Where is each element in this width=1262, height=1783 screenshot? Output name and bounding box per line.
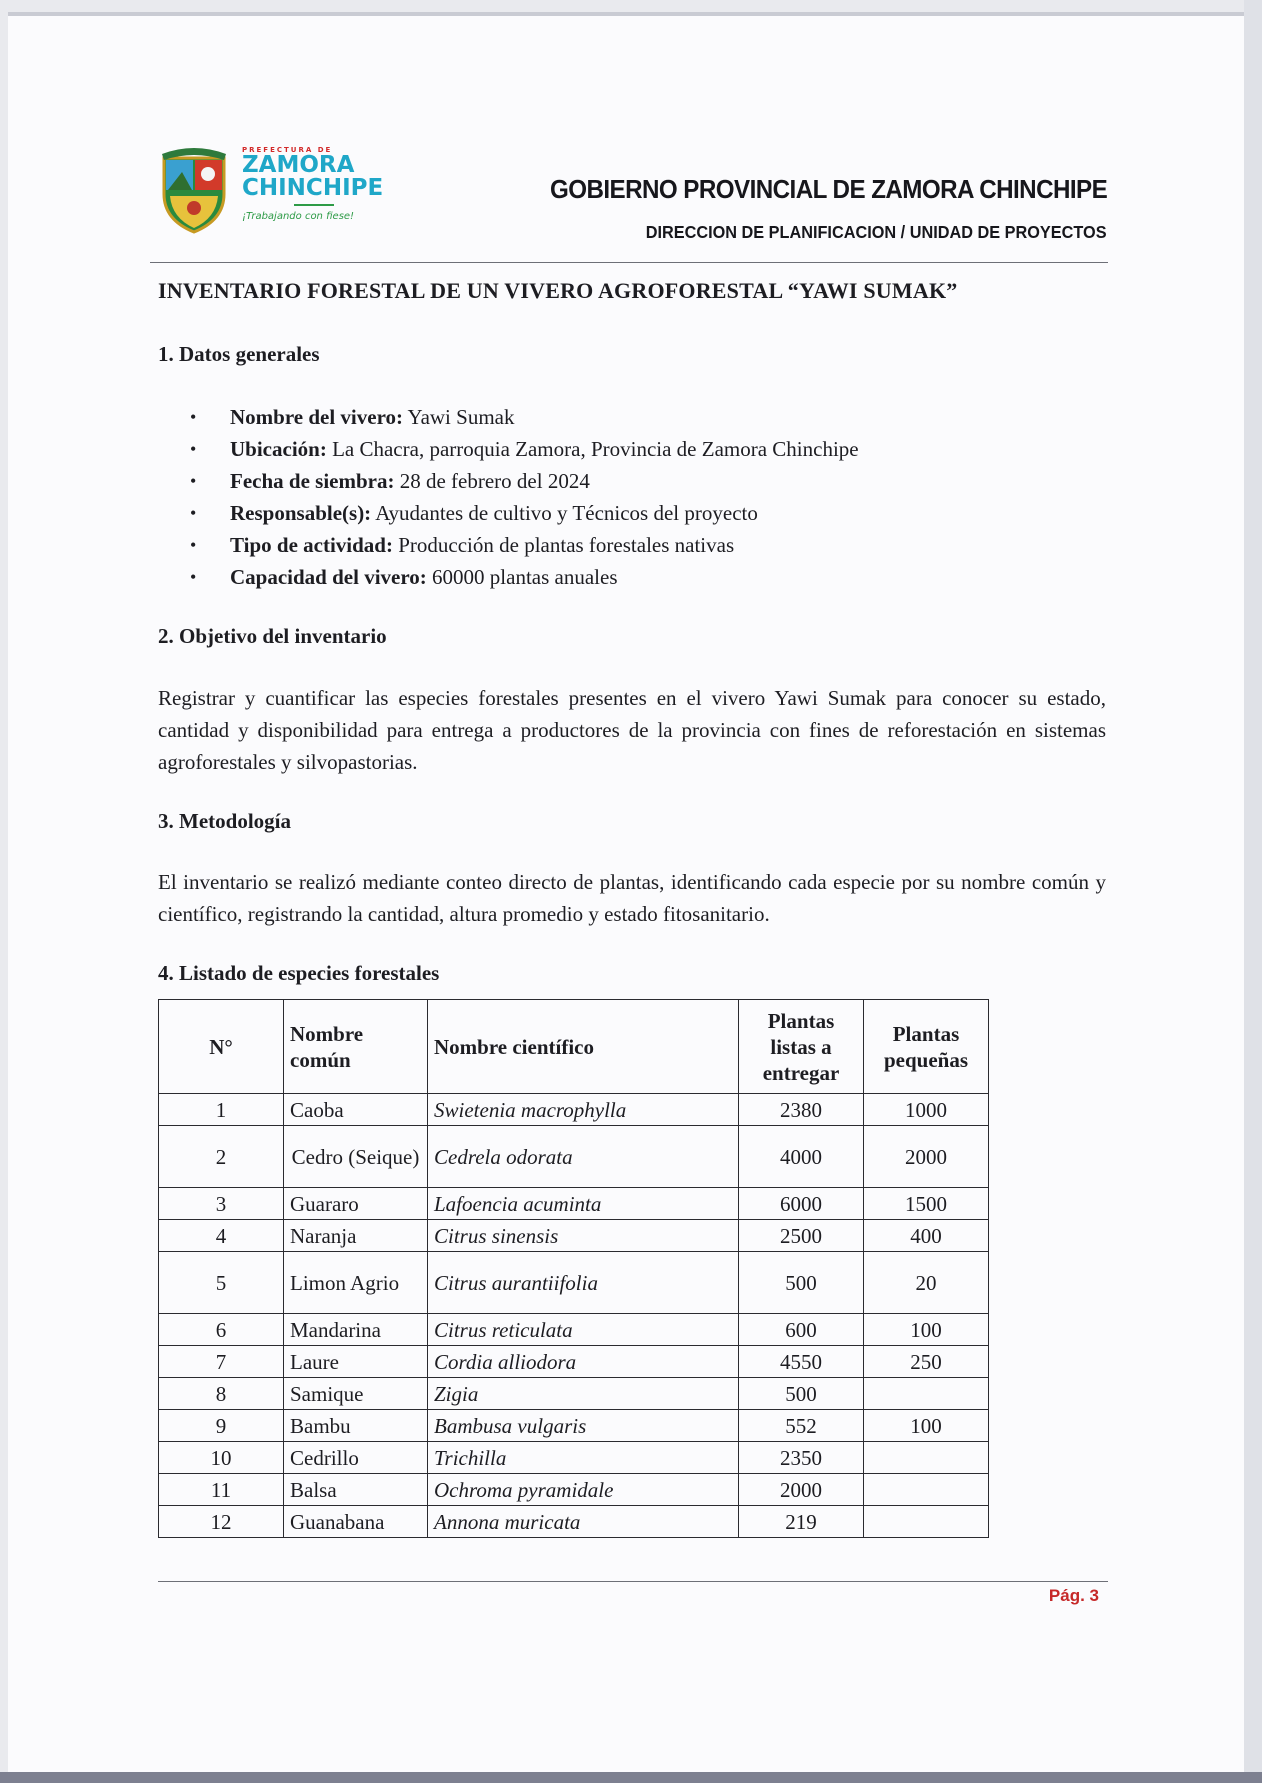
table-row: [159, 1220, 989, 1252]
cell-common-name: Limon Agrio: [284, 1252, 428, 1314]
list-item: [190, 465, 859, 497]
cell-ready: 2000: [739, 1474, 864, 1506]
table-row: [159, 1094, 989, 1126]
logo-wordmark: [242, 146, 383, 222]
cell-small: 20: [864, 1252, 989, 1314]
cell-small: 250: [864, 1346, 989, 1378]
cell-small: 100: [864, 1314, 989, 1346]
coat-of-arms-icon: [158, 144, 230, 234]
item-value: 60000 plantas anuales: [426, 565, 618, 589]
column-header-number: N°: [159, 1000, 284, 1094]
cell-small: 1000: [864, 1094, 989, 1126]
logo-prefix: PREFECTURA DE: [242, 146, 333, 154]
cell-scientific-name: Ochroma pyramidale: [428, 1474, 739, 1506]
cell-ready: 500: [739, 1252, 864, 1314]
cell-number: 5: [159, 1252, 284, 1314]
column-header-ready-plants: Plantas listas a entregar: [739, 1000, 864, 1094]
cell-small: 2000: [864, 1126, 989, 1188]
table-row: [159, 1346, 989, 1378]
cell-number: 11: [159, 1474, 284, 1506]
cell-common-name: Naranja: [284, 1220, 428, 1252]
objective-paragraph: Registrar y cuantificar las especies forestales presentes en el vivero Yawi Sumak para conocer su estado, cantidad y disponibilidad para entrega a productores de la provincia con fines de reforestación en sistemas agroforestales y silvopastorias.: [158, 686, 1106, 774]
cell-common-name: Guararo: [284, 1188, 428, 1220]
cell-number: 1: [159, 1094, 284, 1126]
general-data-list: [190, 401, 859, 593]
document-title: INVENTARIO FORESTAL DE UN VIVERO AGROFORESTAL “YAWI SUMAK”: [158, 278, 958, 303]
cell-small: 400: [864, 1220, 989, 1252]
table-row: [159, 1442, 989, 1474]
item-label: Nombre del vivero:: [230, 405, 404, 429]
table-header-row: [159, 1000, 989, 1094]
cell-small: [864, 1506, 989, 1538]
table-row: [159, 1252, 989, 1314]
cell-ready: 4000: [739, 1126, 864, 1188]
table-row: [159, 1188, 989, 1220]
footer-divider: [158, 1581, 1108, 1582]
logo-line-1: ZAMORA: [242, 152, 355, 178]
section-3-heading: 3. Metodología: [158, 809, 291, 833]
cell-ready: 500: [739, 1378, 864, 1410]
cell-number: 4: [159, 1220, 284, 1252]
cell-scientific-name: Zigia: [428, 1378, 739, 1410]
cell-number: 7: [159, 1346, 284, 1378]
table-row: [159, 1378, 989, 1410]
cell-small: 1500: [864, 1188, 989, 1220]
item-label: Ubicación:: [230, 437, 327, 461]
header-divider: [150, 262, 1108, 263]
cell-common-name: Cedrillo: [284, 1442, 428, 1474]
cell-scientific-name: Cordia alliodora: [428, 1346, 739, 1378]
table-row: [159, 1126, 989, 1188]
cell-common-name: Samique: [284, 1378, 428, 1410]
column-header-small-plants: Plantas pequeñas: [864, 1000, 989, 1094]
column-header-scientific-name: Nombre científico: [428, 1000, 739, 1094]
cell-number: 8: [159, 1378, 284, 1410]
cell-scientific-name: Lafoencia acuminta: [428, 1188, 739, 1220]
cell-small: [864, 1474, 989, 1506]
government-title: GOBIERNO PROVINCIAL DE ZAMORA CHINCHIPE: [549, 174, 1107, 204]
cell-small: [864, 1378, 989, 1410]
cell-number: 9: [159, 1410, 284, 1442]
cell-number: 3: [159, 1188, 284, 1220]
scan-edge-bottom: [0, 1772, 1262, 1783]
table-row: [159, 1474, 989, 1506]
table-row: [159, 1506, 989, 1538]
item-label: Capacidad del vivero:: [230, 565, 427, 589]
logo-divider: [294, 204, 334, 206]
cell-scientific-name: Citrus aurantiifolia: [428, 1252, 739, 1314]
cell-ready: 2380: [739, 1094, 864, 1126]
cell-ready: 552: [739, 1410, 864, 1442]
item-value: 28 de febrero del 2024: [394, 469, 590, 493]
item-label: Fecha de siembra:: [230, 469, 395, 493]
section-2-heading: 2. Objetivo del inventario: [158, 624, 387, 648]
scan-edge-right: [1244, 0, 1262, 1783]
item-value: Producción de plantas forestales nativas: [392, 533, 735, 557]
cell-common-name: Caoba: [284, 1094, 428, 1126]
list-item: [190, 433, 859, 465]
department-subtitle: DIRECCION DE PLANIFICACION / UNIDAD DE PROYECTOS: [646, 222, 1107, 242]
cell-common-name: Mandarina: [284, 1314, 428, 1346]
page-number: Pág. 3: [1048, 1586, 1099, 1605]
cell-number: 6: [159, 1314, 284, 1346]
item-label: Responsable(s):: [230, 501, 372, 525]
section-1-heading: 1. Datos generales: [158, 342, 320, 366]
cell-scientific-name: Cedrela odorata: [428, 1126, 739, 1188]
list-item: [190, 497, 859, 529]
item-value: Ayudantes de cultivo y Técnicos del proyecto: [371, 501, 758, 525]
logo-line-2: CHINCHIPE: [242, 175, 384, 201]
cell-common-name: Bambu: [284, 1410, 428, 1442]
item-value: Yawi Sumak: [403, 405, 515, 429]
cell-ready: 2350: [739, 1442, 864, 1474]
cell-scientific-name: Annona muricata: [428, 1506, 739, 1538]
cell-small: 100: [864, 1410, 989, 1442]
section-4-heading: 4. Listado de especies forestales: [158, 961, 440, 985]
cell-common-name: Balsa: [284, 1474, 428, 1506]
prefectura-logo: [158, 136, 388, 246]
document-page: [8, 12, 1244, 1776]
cell-common-name: Laure: [284, 1346, 428, 1378]
species-table: [158, 999, 989, 1538]
cell-ready: 600: [739, 1314, 864, 1346]
cell-scientific-name: Swietenia macrophylla: [428, 1094, 739, 1126]
cell-scientific-name: Trichilla: [428, 1442, 739, 1474]
cell-number: 12: [159, 1506, 284, 1538]
table-row: [159, 1410, 989, 1442]
table-row: [159, 1314, 989, 1346]
list-item: [190, 561, 859, 593]
methodology-paragraph: El inventario se realizó mediante conteo directo de plantas, identificando cada especie por su nombre común y científico, registrando la cantidad, altura promedio y estado fitosanitario.: [158, 870, 1106, 926]
list-item: [190, 401, 859, 433]
cell-ready: 4550: [739, 1346, 864, 1378]
cell-ready: 6000: [739, 1188, 864, 1220]
cell-scientific-name: Bambusa vulgaris: [428, 1410, 739, 1442]
cell-small: [864, 1442, 989, 1474]
list-item: [190, 529, 859, 561]
cell-common-name: Cedro (Seique): [284, 1126, 428, 1188]
cell-number: 10: [159, 1442, 284, 1474]
cell-ready: 219: [739, 1506, 864, 1538]
column-header-common-name: Nombre común: [284, 1000, 428, 1094]
cell-number: 2: [159, 1126, 284, 1188]
item-label: Tipo de actividad:: [230, 533, 393, 557]
item-value: La Chacra, parroquia Zamora, Provincia de Zamora Chinchipe: [326, 437, 859, 461]
logo-slogan: ¡Trabajando con fiese!: [242, 211, 355, 222]
cell-ready: 2500: [739, 1220, 864, 1252]
cell-scientific-name: Citrus sinensis: [428, 1220, 739, 1252]
cell-common-name: Guanabana: [284, 1506, 428, 1538]
cell-scientific-name: Citrus reticulata: [428, 1314, 739, 1346]
